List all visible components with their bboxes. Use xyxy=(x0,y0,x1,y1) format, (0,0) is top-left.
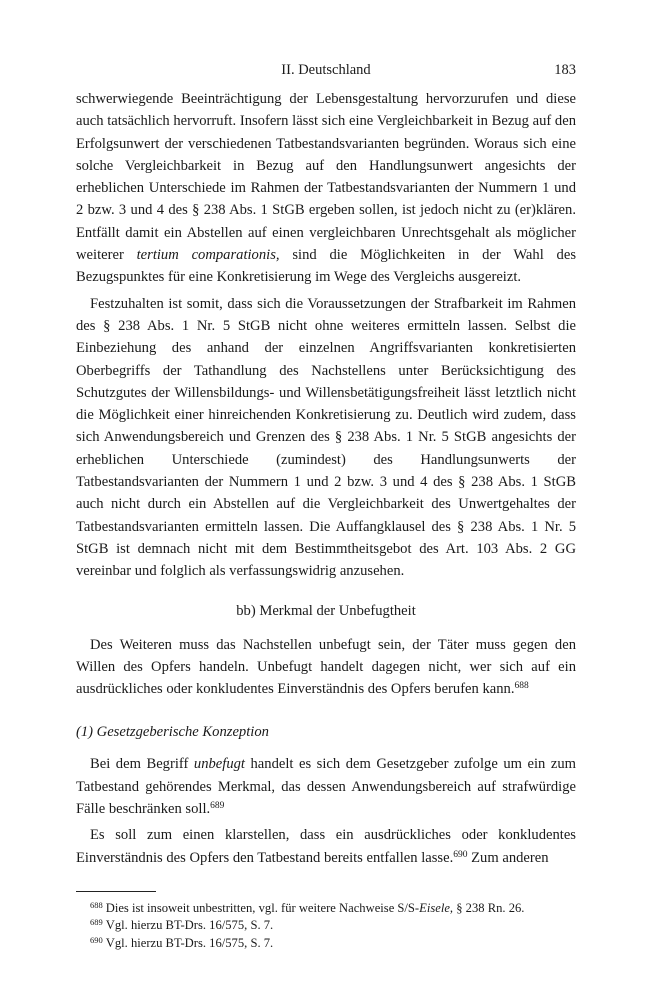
text-span: Es soll zum einen klarstellen, dass ein ausdrückliches oder konkludentes Einverständnis des Opfers den Tatbestand bereits entfallen lasse. xyxy=(76,827,576,866)
text-span: handelt es sich dem Gesetzgeber zufolge um ein zum Tatbestand gehörendes Merkmal, das dessen Anwendungsbereich auf strafwürdige Fälle beschränken soll. xyxy=(76,756,577,818)
footnote-separator xyxy=(76,891,156,892)
text-span: Vgl. hierzu BT-Drs. 16/575, S. 7. xyxy=(105,918,274,933)
text-span: Zum anderen xyxy=(467,849,549,866)
footnote-ref[interactable]: 689 xyxy=(210,801,225,812)
footnote-690 xyxy=(76,935,576,953)
paragraph-2: Festzuhalten ist somit, dass sich die Voraussetzungen der Strafbarkeit im Rahmen des § 238 Abs. 1 Nr. 5 StGB nicht ohne weiteres ermitteln lassen. Selbst die Einbeziehung des anhand der einzelnen Angriffsvarianten konkretisierten Oberbegriffs der Tathandlung des Nachstellens unter Berücksichtigung des Schutzgutes der Willensbildungs- und Willensbetätigungsfreiheit lässt letztlich nicht die Möglichkeit einer hinreichenden Konkretisierung zu. Deutlich wird zudem, dass sich Anwendungsbereich und Grenzen des § 238 Abs. 1 Nr. 5 StGB angesichts der erheblichen Unterschiede (zumindest) des Handlungsunwerts der Tatbestandsvarianten der Nummern 1 und 2 bzw. 3 und 4 des § 238 Abs. 1 StGB auch nicht durch ein Abstellen auf die Vergleichbarkeit des Unwertgehaltes der Tatbestandsvarianten ermitteln lassen. Die Auffangklausel des § 238 Abs. 1 Nr. 5 StGB ist demnach nicht mit dem Bestimmtheitsgebot des Art. 103 Abs. 2 GG vereinbar und folglich als verfassungswidrig anzusehen. xyxy=(76,295,576,580)
text-span: sind die Möglichkeiten in der Wahl des Bezugspunktes für eine Konkretisierung im Wege des Vergleichs ausgereizt. xyxy=(76,247,577,286)
paragraph-3 xyxy=(76,634,576,701)
paragraph-5 xyxy=(76,824,576,869)
text-span: Dies ist insoweit unbestritten, vgl. für weitere Nachweise S/S- xyxy=(105,900,420,915)
text-span: Vgl. hierzu BT-Drs. 16/575, S. 7. xyxy=(105,935,274,950)
footnote-ref[interactable]: 690 xyxy=(453,849,468,860)
paragraph-4 xyxy=(76,753,576,820)
emphasis: unbefugt xyxy=(193,756,245,773)
text-span: Bei dem Begriff xyxy=(90,756,194,773)
footnote-ref[interactable]: 688 xyxy=(514,681,529,692)
chapter-title: II. Deutschland xyxy=(281,62,371,78)
text-span: Des Weiteren muss das Nachstellen unbefugt sein, der Täter muss gegen den Willen des Opfers handeln. Unbefugt handelt dagegen nicht, wer sich auf ein ausdrückliches oder konkludentes Einverständnis des Opfers berufen kann. xyxy=(76,636,576,698)
book-page xyxy=(76,62,576,952)
section-heading: bb) Merkmal der Unbefugtheit xyxy=(236,602,416,619)
footnote-689 xyxy=(76,917,576,935)
paragraph-1 xyxy=(76,88,576,289)
footnote-number: 690 xyxy=(90,934,103,945)
running-header xyxy=(76,62,576,88)
emphasis: Eisele, xyxy=(419,900,454,915)
text-span: schwerwiegende Beeinträchtigung der Lebensgestaltung hervorzurufen und diese auch tatsächlich hervorruft. Insofern lässt sich eine Vergleichbarkeit in Bezug auf den Erfolgsunwert der verschiedenen Tatbestandsvarianten begründen. Woraus sich eine solche Vergleichbarkeit in Bezug auf den Handlungsunwert angesichts der erheblichen Unterschiede im Rahmen der Tatbestandsvarianten der Nummern 1 und 2 bzw. 3 und 4 des § 238 Abs. 1 StGB ergeben sollen, ist jedoch nicht zu (er)klären. Entfällt damit ein Abstellen auf einen vergleichbaren Unrechtsgehalt als möglicher weiterer xyxy=(76,91,576,264)
text-span: § 238 Rn. 26. xyxy=(453,900,525,915)
footnote-number: 689 xyxy=(90,917,103,928)
page-number: 183 xyxy=(554,62,576,78)
footnote-688 xyxy=(76,900,576,918)
subsection-heading: (1) Gesetzgeberische Konzeption xyxy=(76,724,269,741)
footnote-number: 688 xyxy=(90,899,103,910)
emphasis: tertium comparationis, xyxy=(136,247,280,264)
